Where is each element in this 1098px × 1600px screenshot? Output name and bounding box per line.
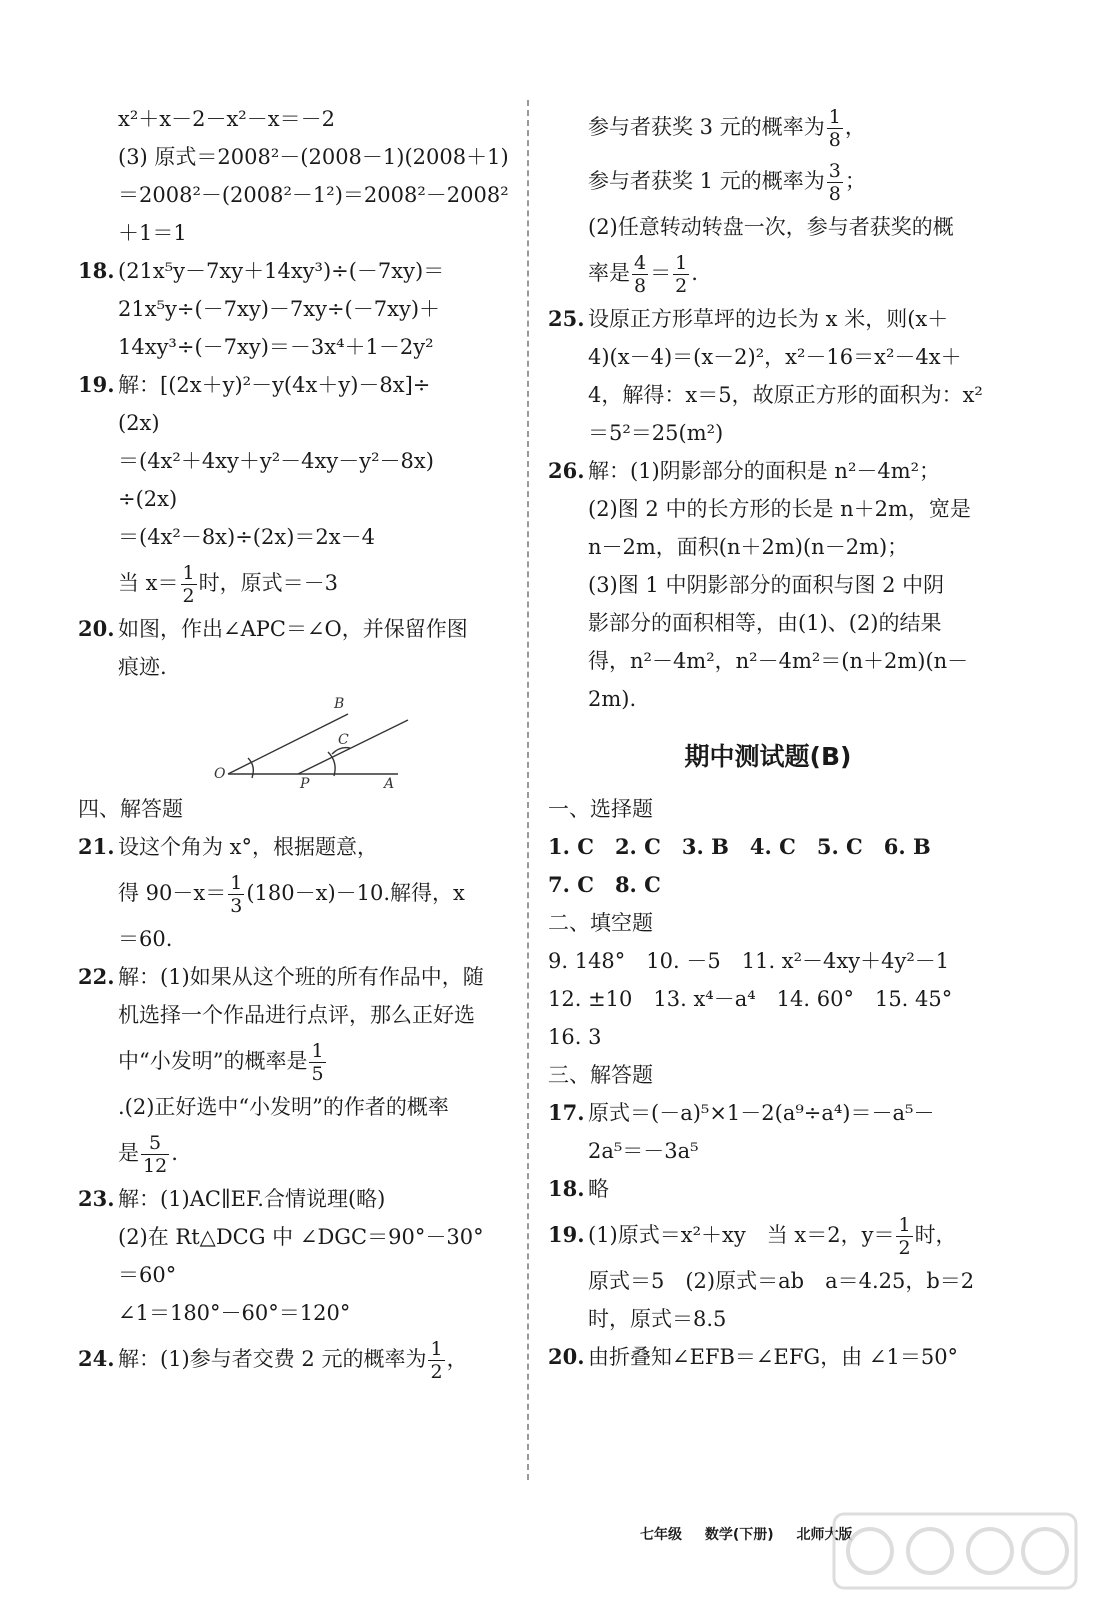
- watermark-logo: [830, 1508, 1080, 1594]
- denominator: 8: [828, 183, 841, 205]
- text-fragment: ，: [844, 115, 866, 139]
- question-number: 20.: [78, 616, 115, 641]
- question-25: [548, 300, 988, 338]
- text-line: 原式＝(－a)⁵×1－2(a⁹÷a⁴)＝－a⁵－: [588, 1101, 935, 1125]
- label-b: B: [334, 696, 345, 712]
- question-number: 25.: [548, 306, 585, 331]
- denominator: 2: [182, 585, 195, 607]
- question-20: [548, 1338, 988, 1376]
- ray-pc: [298, 720, 408, 774]
- fraction: [428, 1338, 444, 1383]
- text-fragment: ，: [446, 1347, 468, 1371]
- denominator: 5: [311, 1063, 324, 1085]
- text-line: 设原正方形草坪的边长为 x 米，则(x＋: [588, 307, 949, 331]
- numerator: 1: [430, 1338, 443, 1360]
- numerator: 4: [634, 252, 647, 274]
- text-line: x²＋x－2－x²－x＝－2: [118, 107, 335, 131]
- text-line: (2)在 Rt△DCG 中 ∠DGC＝90°－30°: [118, 1225, 484, 1249]
- text-line: 21x⁵y÷(－7xy)－7xy÷(－7xy)＋: [118, 297, 441, 321]
- denominator: 3: [230, 895, 243, 917]
- text-line: 略: [588, 1177, 609, 1201]
- section-heading: 四、解答题: [78, 797, 183, 821]
- question-18: [548, 1170, 988, 1208]
- text-line: 影部分的面积相等，由(1)、(2)的结果: [588, 611, 942, 635]
- text-line: 原式＝5 (2)原式＝ab a＝4.25，b＝2: [588, 1269, 975, 1293]
- question-number: 23.: [78, 1186, 115, 1211]
- fraction: [141, 1132, 169, 1177]
- text-fragment: 参与者获奖 1 元的概率为: [588, 169, 825, 193]
- denominator: 8: [634, 275, 647, 297]
- numerator: 1: [182, 562, 195, 584]
- text-line: [78, 866, 518, 920]
- text-line: (3) 原式＝2008²－(2008－1)(2008＋1): [118, 145, 509, 169]
- text-line: ＝5²＝25(m²): [588, 421, 724, 445]
- text-line: (21x⁵y－7xy＋14xy³)÷(－7xy)＝: [118, 259, 445, 283]
- text-line: (2x): [118, 411, 160, 435]
- text-fragment: 当 x＝: [118, 571, 179, 595]
- text-line: (3)图 1 中阴影部分的面积与图 2 中阴: [588, 573, 945, 597]
- label-c: C: [338, 732, 349, 748]
- fraction: [309, 1040, 325, 1085]
- text-line: 机选择一个作品进行点评，那么正好选: [118, 1003, 475, 1027]
- numerator: 3: [828, 160, 841, 182]
- label-p: P: [300, 776, 310, 790]
- footer-subject: 数学(下册): [704, 1527, 774, 1543]
- denominator: 8: [828, 129, 841, 151]
- left-column: [78, 100, 518, 1386]
- question-number: 22.: [78, 964, 115, 989]
- text-line: (2)任意转动转盘一次，参与者获奖的概: [588, 215, 954, 239]
- text-line: ＝2008²－(2008²－1²)＝2008²－2008²: [118, 183, 509, 207]
- question-number: 21.: [78, 834, 115, 859]
- question-26: [548, 452, 988, 490]
- section-heading: 二、填空题: [548, 911, 653, 935]
- text-line: 2m).: [588, 687, 637, 711]
- text-fragment: .: [691, 261, 698, 285]
- denominator: 2: [898, 1237, 911, 1259]
- text-line: 解：(1)阴影部分的面积是 n²－4m²；: [588, 459, 941, 483]
- section-heading: 一、选择题: [548, 797, 653, 821]
- numerator: 1: [311, 1040, 324, 1062]
- question-number: 26.: [548, 458, 585, 483]
- right-column: [548, 100, 988, 1376]
- text-line: 时，原式＝8.5: [588, 1307, 727, 1331]
- text-line: 14xy³÷(－7xy)＝－3x⁴＋1－2y²: [118, 335, 434, 359]
- denominator: 2: [430, 1361, 443, 1383]
- text-fragment: 解：(1)参与者交费 2 元的概率为: [118, 1347, 427, 1371]
- text-fragment: 时，: [914, 1223, 957, 1247]
- fraction: [827, 160, 843, 205]
- denominator: 12: [143, 1155, 168, 1177]
- question-24: [78, 1332, 518, 1386]
- text-line: (2)图 2 中的长方形的长是 n＋2m，宽是: [588, 497, 971, 521]
- question-17: [548, 1094, 988, 1132]
- column-divider: [527, 100, 529, 1480]
- text-line: [78, 1126, 518, 1180]
- text-line: ＝(4x²－8x)÷(2x)＝2x－4: [118, 525, 375, 549]
- text-fragment: ；: [844, 169, 866, 193]
- text-line: ÷(2x): [118, 487, 178, 511]
- question-21: [78, 828, 518, 866]
- text-fragment: 率是: [588, 261, 630, 285]
- text-line: [548, 154, 988, 208]
- text-line: .(2)正好选中“小发明”的作者的概率: [118, 1095, 449, 1119]
- text-line: ∠1＝180°－60°＝120°: [118, 1301, 351, 1325]
- question-number: 18.: [78, 258, 115, 283]
- text-line: 4，解得：x＝5，故原正方形的面积为：x²: [588, 383, 983, 407]
- text-fragment: (180－x)－10.解得，x: [246, 881, 465, 905]
- question-number: 19.: [548, 1222, 585, 1247]
- text-line: ＋1＝1: [118, 221, 187, 245]
- question-number: 19.: [78, 372, 115, 397]
- question-20: [78, 610, 518, 648]
- numerator: 5: [141, 1132, 169, 1155]
- text-line: 设这个角为 x°，根据题意，: [118, 835, 379, 859]
- numerator: 1: [675, 252, 688, 274]
- ray-ob: [228, 714, 348, 774]
- question-number: 18.: [548, 1176, 585, 1201]
- fraction: [228, 872, 244, 917]
- numerator: 1: [828, 106, 841, 128]
- text-line: ＝60.: [118, 927, 173, 951]
- text-fragment: 中“小发明”的概率是: [118, 1049, 308, 1073]
- text-line: 如图，作出∠APC＝∠O，并保留作图: [118, 617, 468, 641]
- text-line: 解：(1)AC∥EF.合情说理(略): [118, 1187, 386, 1211]
- text-line: 得，n²－4m²，n²－4m²＝(n＋2m)(n－: [588, 649, 969, 673]
- page-title: 期中测试题(B): [684, 742, 852, 771]
- text-line: [548, 246, 988, 300]
- text-line: 4)(x－4)＝(x－2)²，x²－16＝x²－4x＋: [588, 345, 962, 369]
- fraction: [181, 562, 197, 607]
- text-fragment: 得 90－x＝: [118, 881, 227, 905]
- numerator: 1: [230, 872, 243, 894]
- text-line: 解：(1)如果从这个班的所有作品中，随: [118, 965, 484, 989]
- text-fragment: ＝: [650, 261, 672, 285]
- text-line: [78, 1034, 518, 1088]
- answer-row: 12. ±10 13. x⁴－a⁴ 14. 60° 15. 45°: [548, 987, 953, 1011]
- text-line: ＝(4x²＋4xy＋y²－4xy－y²－8x): [118, 449, 434, 473]
- question-22: [78, 958, 518, 996]
- numerator: 1: [898, 1214, 911, 1236]
- question-18: [78, 252, 518, 290]
- text-line: 由折叠知∠EFB＝∠EFG，由 ∠1＝50°: [588, 1345, 959, 1369]
- fraction: [896, 1214, 912, 1259]
- answer-row: 16. 3: [548, 1025, 602, 1049]
- text-line: 2a⁵＝－3a⁵: [588, 1139, 699, 1163]
- question-number: 24.: [78, 1346, 115, 1371]
- answer-row: 7. C 8. C: [548, 872, 661, 897]
- fraction: [827, 106, 843, 151]
- denominator: 2: [675, 275, 688, 297]
- text-fragment: 是: [118, 1141, 139, 1165]
- text-line: n－2m，面积(n＋2m)(n－2m)；: [588, 535, 909, 559]
- answer-row: 9. 148° 10. －5 11. x²－4xy＋4y²－1: [548, 949, 950, 973]
- text-line: 解：[(2x＋y)²－y(4x＋y)－8x]÷: [118, 373, 431, 397]
- construction-figure: [78, 686, 518, 790]
- answer-row: 1. C 2. C 3. B 4. C 5. C 6. B: [548, 834, 931, 859]
- fraction: [632, 252, 648, 297]
- section-heading: 三、解答题: [548, 1063, 653, 1087]
- text-line: [548, 100, 988, 154]
- text-fragment: 参与者获奖 3 元的概率为: [588, 115, 825, 139]
- footer-edition: 北师大版: [796, 1527, 853, 1543]
- question-19: [78, 366, 518, 404]
- text-fragment: (1)原式＝x²＋xy 当 x＝2，y＝: [588, 1223, 895, 1247]
- text-line: 痕迹.: [118, 655, 167, 679]
- text-line: ＝60°: [118, 1263, 177, 1287]
- label-o: O: [214, 766, 226, 782]
- text-fragment: 时，原式＝－3: [198, 571, 338, 595]
- fraction: [673, 252, 689, 297]
- footer-grade: 七年级: [640, 1527, 682, 1543]
- text-fragment: .: [171, 1141, 178, 1165]
- question-number: 20.: [548, 1344, 585, 1369]
- question-number: 17.: [548, 1100, 585, 1125]
- question-19: [548, 1208, 988, 1262]
- question-23: [78, 1180, 518, 1218]
- text-line: [78, 556, 518, 610]
- label-a: A: [384, 776, 395, 790]
